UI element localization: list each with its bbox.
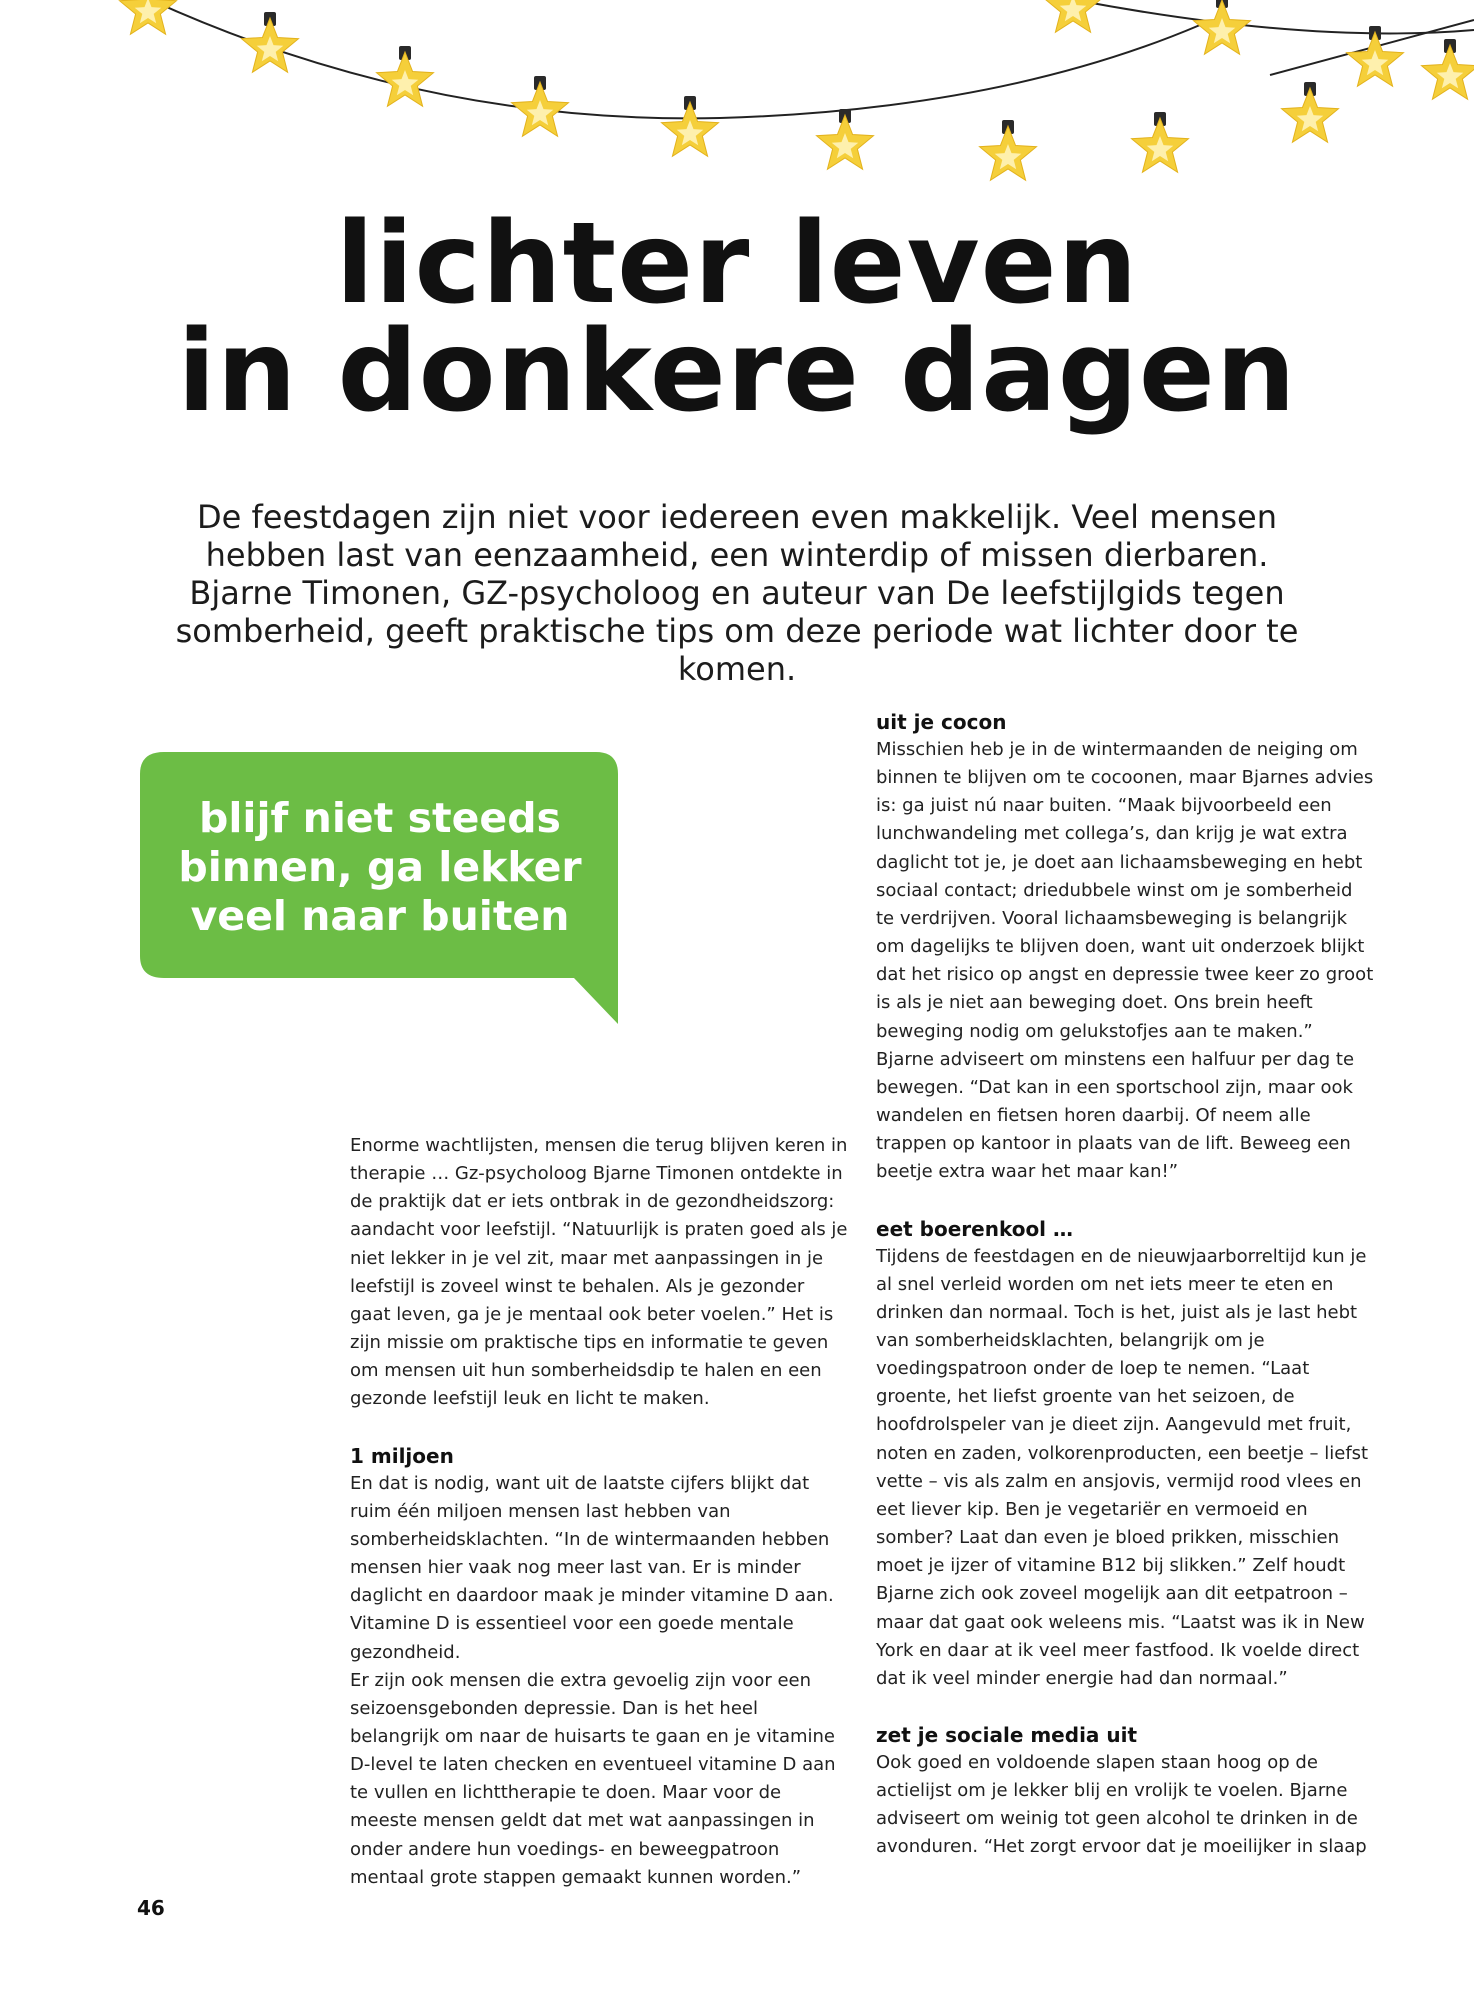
star-light-icon xyxy=(980,120,1037,180)
subheading-eet-boerenkool: eet boerenkool … xyxy=(876,1216,1074,1241)
star-light-icon xyxy=(1194,0,1251,54)
star-light-icon xyxy=(512,76,569,136)
pull-quote-line-2: binnen, ga lekker xyxy=(178,843,582,891)
star-light-icon xyxy=(377,46,434,106)
star-light-icon xyxy=(1132,112,1189,172)
page-number: 46 xyxy=(137,1896,165,1920)
subheading-uit-je-cocon: uit je cocon xyxy=(876,710,1007,734)
subheading-sociale-media: zet je sociale media uit xyxy=(876,1723,1138,1747)
star-light-icon xyxy=(1045,0,1102,32)
star-light-icon xyxy=(1422,39,1474,99)
star-light-icon xyxy=(662,96,719,156)
left-paragraph-3: Er zijn ook mensen die extra gevoelig zijn voor een seizoensgebonden depressie. Dan is het heel belangrijk om naar de huisarts te gaan en je vitamine D-level te laten checken en eventueel vitamine D aan te vullen en lichttherapie te doen. Maar voor de meeste mensen geldt dat met wat aanpassingen in onder andere hun voedings- en beweegpatroon mentaal grote stappen gemaakt kunnen worden.” xyxy=(350,1669,836,1888)
right-column xyxy=(876,708,1376,1862)
title-line-1: lichter leven xyxy=(335,199,1139,329)
star-light-icon xyxy=(120,0,177,34)
pull-quote-bubble xyxy=(140,752,620,1024)
star-light-icon xyxy=(817,109,874,169)
pull-quote-line-1: blijf niet steeds xyxy=(199,794,561,842)
star-light-icon xyxy=(1347,26,1404,86)
right-paragraph-2: Tijdens de feestdagen en de nieuwjaarborreltijd kun je al snel verleid worden om net iets meer te eten en drinken dan normaal. Toch is het, juist als je last hebt van somberheidsklachten, belangrijk om je voedingspatroon onder de loep te nemen. “Laat groente, het liefst groente van het seizoen, de hoofdrolspeler van je dieet zijn. Aangevuld met fruit, noten en zaden, volkorenproducten, een beetje – liefst vette – vis als zalm en ansjovis, vermijd rood vlees en eet liever kip. Ben je vegetariër en vermoeid en somber? Laat dan even je bloed prikken, misschien moet je ijzer of vitamine B12 bij slikken.” Zelf houdt Bjarne zich ook zoveel mogelijk aan dit eetpatroon – maar dat gaat ook weleens mis. “Laatst was ik in New York en daar at ik veel meer fastfood. Ik voelde direct dat ik veel minder energie had dan normaal.” xyxy=(876,1245,1369,1689)
pull-quote-line-3: veel naar buiten xyxy=(190,892,570,940)
star-light-icon xyxy=(1282,82,1339,142)
pull-quote-text xyxy=(140,794,620,941)
left-paragraph-2: En dat is nodig, want uit de laatste cijfers blijkt dat ruim één miljoen mensen last hebben van somberheidsklachten. “In de wintermaanden hebben mensen hier vaak nog meer last van. Er is minder daglicht en daardoor maak je minder vitamine D aan. Vitamine D is essentieel voor een goede mentale gezondheid. xyxy=(350,1472,834,1663)
right-paragraph-3: Ook goed en voldoende slapen staan hoog op de actielijst om je lekker blij en vrolijk te voelen. Bjarne adviseert om weinig tot geen alcohol te drinken in de avonduren. “Het zorgt ervoor dat je moeilijker in slaap xyxy=(876,1752,1367,1858)
article-title xyxy=(0,199,1474,437)
title-line-2: in donkere dagen xyxy=(177,307,1297,437)
right-paragraph-1: Misschien heb je in de wintermaanden de neiging om binnen te blijven om te cocoonen, maar Bjarnes advies is: ga juist nú naar buiten. “Maak bijvoorbeeld een lunchwandeling met collega’s, dan krijg je wat extra daglicht tot je, je doet aan lichaamsbeweging en hebt sociaal contact; driedubbele winst om je somberheid te verdrijven. Vooral lichaamsbeweging is belangrijk om dagelijks te blijven doen, want uit onderzoek blijkt dat het risico op angst en depressie twee keer zo groot is als je niet aan beweging doet. Ons brein heeft beweging nodig om gelukstofjes aan te maken.” Bjarne adviseert om minstens een halfuur per dag te bewegen. “Dat kan in een sportschool zijn, maar ook wandelen en fietsen horen daarbij. Of neem alle trappen op kantoor in plaats van de lift. Beweeg een beetje extra waar het maar kan!” xyxy=(876,739,1374,1183)
article-intro: De feestdagen zijn niet voor iedereen even makkelijk. Veel mensen hebben last van eenzaamheid, een winterdip of missen dierbaren. Bjarne Timonen, GZ-psycholoog en auteur van De leefstijlgids tegen somberheid, geeft praktische tips om deze periode wat lichter door te komen. xyxy=(175,498,1299,688)
subheading-1-miljoen: 1 miljoen xyxy=(350,1443,454,1468)
star-light-icon xyxy=(242,12,299,72)
string-lights-decoration xyxy=(0,0,1474,210)
left-paragraph-1: Enorme wachtlijsten, mensen die terug blijven keren in therapie … Gz-psycholoog Bjarne Timonen ontdekte in de praktijk dat er iets ontbrak in de gezondheidszorg: aandacht voor leefstijl. “Natuurlijk is praten goed als je niet lekker in je vel zit, maar met aanpassingen in je leefstijl is zoveel winst te behalen. Als je gezonder gaat leven, ga je je mentaal ook beter voelen.” Het is zijn missie om praktische tips en informatie te geven om mensen uit hun somberheidsdip te halen en een gezonde leefstijl leuk en licht te maken. xyxy=(350,1135,848,1410)
left-column xyxy=(350,1132,850,1892)
